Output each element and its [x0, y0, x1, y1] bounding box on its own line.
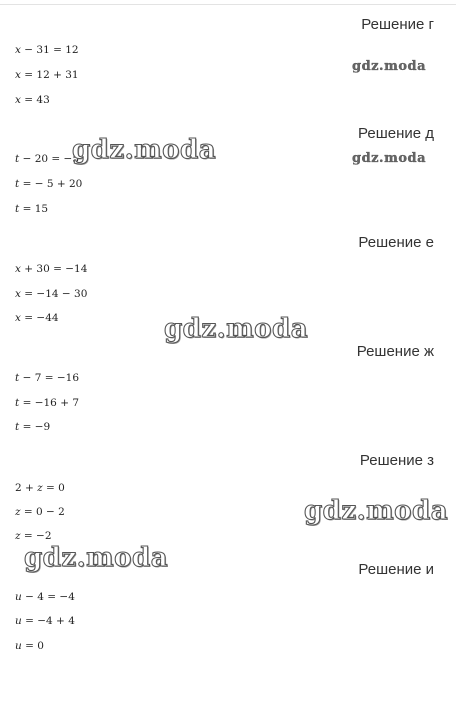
heading-solution-z: Решение з [359, 452, 434, 469]
watermark: gdz.moda [164, 314, 309, 344]
heading-solution-e: Решение е [358, 234, 434, 251]
equation-line: z = 0 − 2 [15, 506, 65, 518]
equation-line: 2 + z = 0 [15, 482, 65, 494]
heading-solution-zh: Решение ж [356, 343, 434, 360]
top-divider [0, 4, 456, 5]
heading-solution-i: Решение и [358, 561, 434, 578]
equation-line: t = −16 + 7 [15, 397, 80, 409]
equation-line: x = 43 [15, 94, 50, 106]
equation-line: t = 15 [15, 203, 49, 215]
heading-solution-g: Решение г [361, 16, 434, 33]
watermark: gdz.moda [352, 59, 427, 74]
watermark: gdz.moda [304, 496, 449, 526]
equation-line: x = −44 [15, 312, 59, 324]
equation-line: x = −14 − 30 [15, 288, 88, 300]
equation-line: t = −9 [15, 421, 51, 433]
equation-line: t − 20 = −5 [15, 153, 80, 165]
watermark: gdz.moda [72, 135, 217, 165]
equation-line: u − 4 = −4 [15, 591, 75, 603]
equation-line: u = −4 + 4 [15, 615, 75, 627]
equation-line: t − 7 = −16 [15, 372, 80, 384]
equation-line: t = − 5 + 20 [15, 178, 83, 190]
equation-line: x = 12 + 31 [15, 69, 79, 81]
watermark: gdz.moda [352, 151, 427, 166]
equation-line: x + 30 = −14 [15, 263, 88, 275]
equation-line: u = 0 [15, 640, 44, 652]
heading-solution-d: Решение д [358, 125, 434, 142]
equation-line: x − 31 = 12 [15, 44, 79, 56]
watermark: gdz.moda [24, 543, 169, 573]
equation-line: z = −2 [15, 530, 52, 542]
